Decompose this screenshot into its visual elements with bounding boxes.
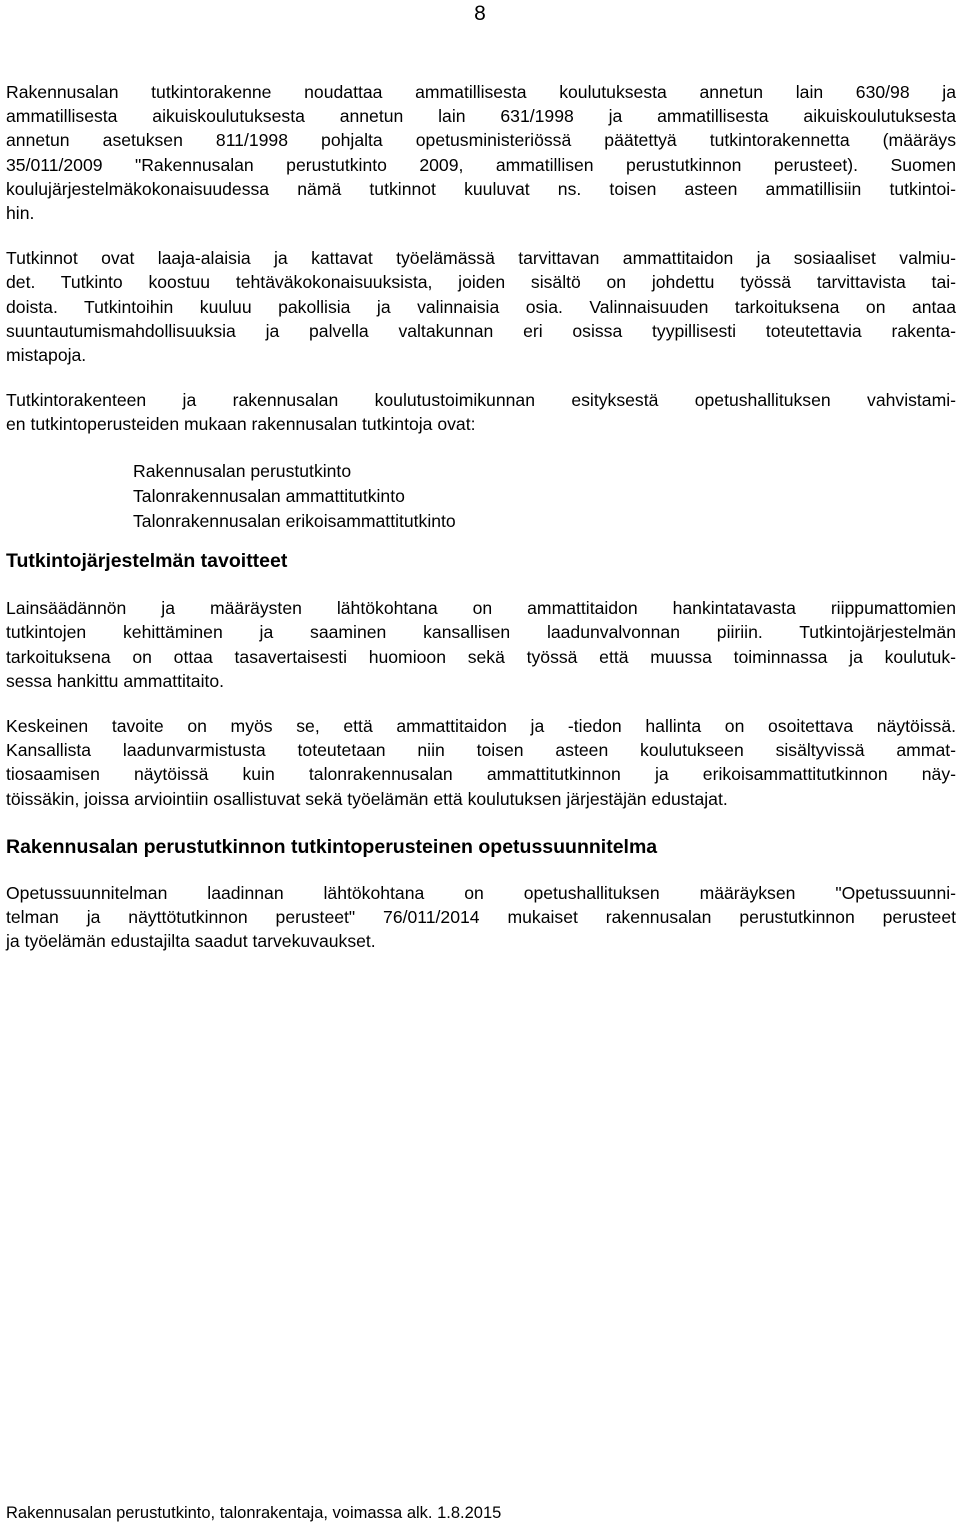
paragraph-curriculum-basis [6,881,956,954]
text-line: Tutkinnot ovat laaja-alaisia ja kattavat työelämässä tarvittavan ammattitaidon ja sosiaaliset valmiu- [6,248,956,269]
text-line: det. Tutkinto koostuu tehtäväkokonaisuuksista, joiden sisältö on johdettu työssä tarvittavista tai- [6,272,956,293]
text-line: tiosaamisen näytöissä kuin talonrakennusalan ammattitutkinnon ja erikoisammattitutkinnon näy- [6,764,956,785]
text-line: sessa hankittu ammattitaito. [6,670,225,691]
text-line: annetun asetuksen 811/1998 pohjalta opetusministeriössä päätettyä tutkintorakennetta (määräys [6,130,956,151]
text-line: Kansallista laadunvarmistusta toteutetaan niin toisen asteen koulutukseen sisältyvissä ammat- [6,740,956,761]
paragraph-legislation [6,596,956,693]
paragraph-qualifications-scope [6,246,956,367]
list-item: Talonrakennusalan ammattitutkinto [133,485,405,506]
text-line: tarkoituksena on ottaa tasavertaisesti huomioon sekä työssä että muussa toiminnassa ja koulutuk- [6,646,956,667]
text-line: 35/011/2009 "Rakennusalan perustutkinto 2009, ammatillisen perustutkinnon perusteet). Suomen [6,154,956,175]
section-heading-curriculum: Rakennusalan perustutkinnon tutkintoperusteinen opetussuunnitelma [6,835,658,858]
text-line: koulujärjestelmäkokonaisuudessa nämä tutkinnot kuuluvat ns. toisen asteen ammatillisiin tutkintoi- [6,178,956,199]
text-line: Rakennusalan tutkintorakenne noudattaa ammatillisesta koulutuksesta annetun lain 630/98 ja [6,82,956,102]
text-line: töissäkin, joissa arviointiin osallistuvat sekä työelämän että koulutuksen järjestäjän edustajat. [6,788,728,809]
paragraph-qualification-intro [6,388,956,436]
text-line: en tutkintoperusteiden mukaan rakennusalan tutkintoja ovat: [6,414,476,435]
text-line: Opetussuunnitelman laadinnan lähtökohtana on opetushallituksen määräyksen "Opetussuunni- [6,882,956,903]
page-number: 8 [474,2,486,25]
document-body [6,80,956,953]
text-line: ammatillisesta aikuiskoulutuksesta annetun lain 631/1998 ja ammatillisesta aikuiskoulutuksesta [6,106,956,127]
text-line: Tutkintorakenteen ja rakennusalan koulutustoimikunnan esityksestä opetushallituksen vahvistami- [6,390,956,411]
section-heading-goals: Tutkintojärjestelmän tavoitteet [6,550,288,573]
text-line: doista. Tutkintoihin kuuluu pakollisia ja valinnaisia osia. Valinnaisuuden tarkoituksena on antaa [6,296,956,317]
list-item: Rakennusalan perustutkinto [133,460,352,481]
text-line: Keskeinen tavoite on myös se, että ammattitaidon ja -tiedon hallinta on osoitettava näytöissä. [6,716,956,737]
text-line: tutkintojen kehittäminen ja saaminen kansallisen laadunvalvonnan piiriin. Tutkintojärjestelmän [6,622,956,643]
paragraph-key-goal [6,714,956,811]
text-line: suuntautumismahdollisuuksia ja palvella valtakunnan eri osissa tyypillisesti toteutettavia rakenta- [6,320,956,341]
text-line: hin. [6,203,35,224]
text-line: ja työelämän edustajilta saadut tarvekuvaukset. [6,931,376,952]
text-line: Lainsäädännön ja määräysten lähtökohtana on ammattitaidon hankintatavasta riippumattomien [6,598,956,619]
paragraph-structure [6,80,956,225]
page-footer: Rakennusalan perustutkinto, talonrakentaja, voimassa alk. 1.8.2015 [6,1504,502,1522]
list-item: Talonrakennusalan erikoisammattitutkinto [133,511,456,532]
text-line: mistapoja. [6,345,87,366]
qualification-list [133,459,956,535]
text-line: telman ja näyttötutkinnon perusteet" 76/011/2014 mukaiset rakennusalan perustutkinnon perusteet [6,907,956,928]
